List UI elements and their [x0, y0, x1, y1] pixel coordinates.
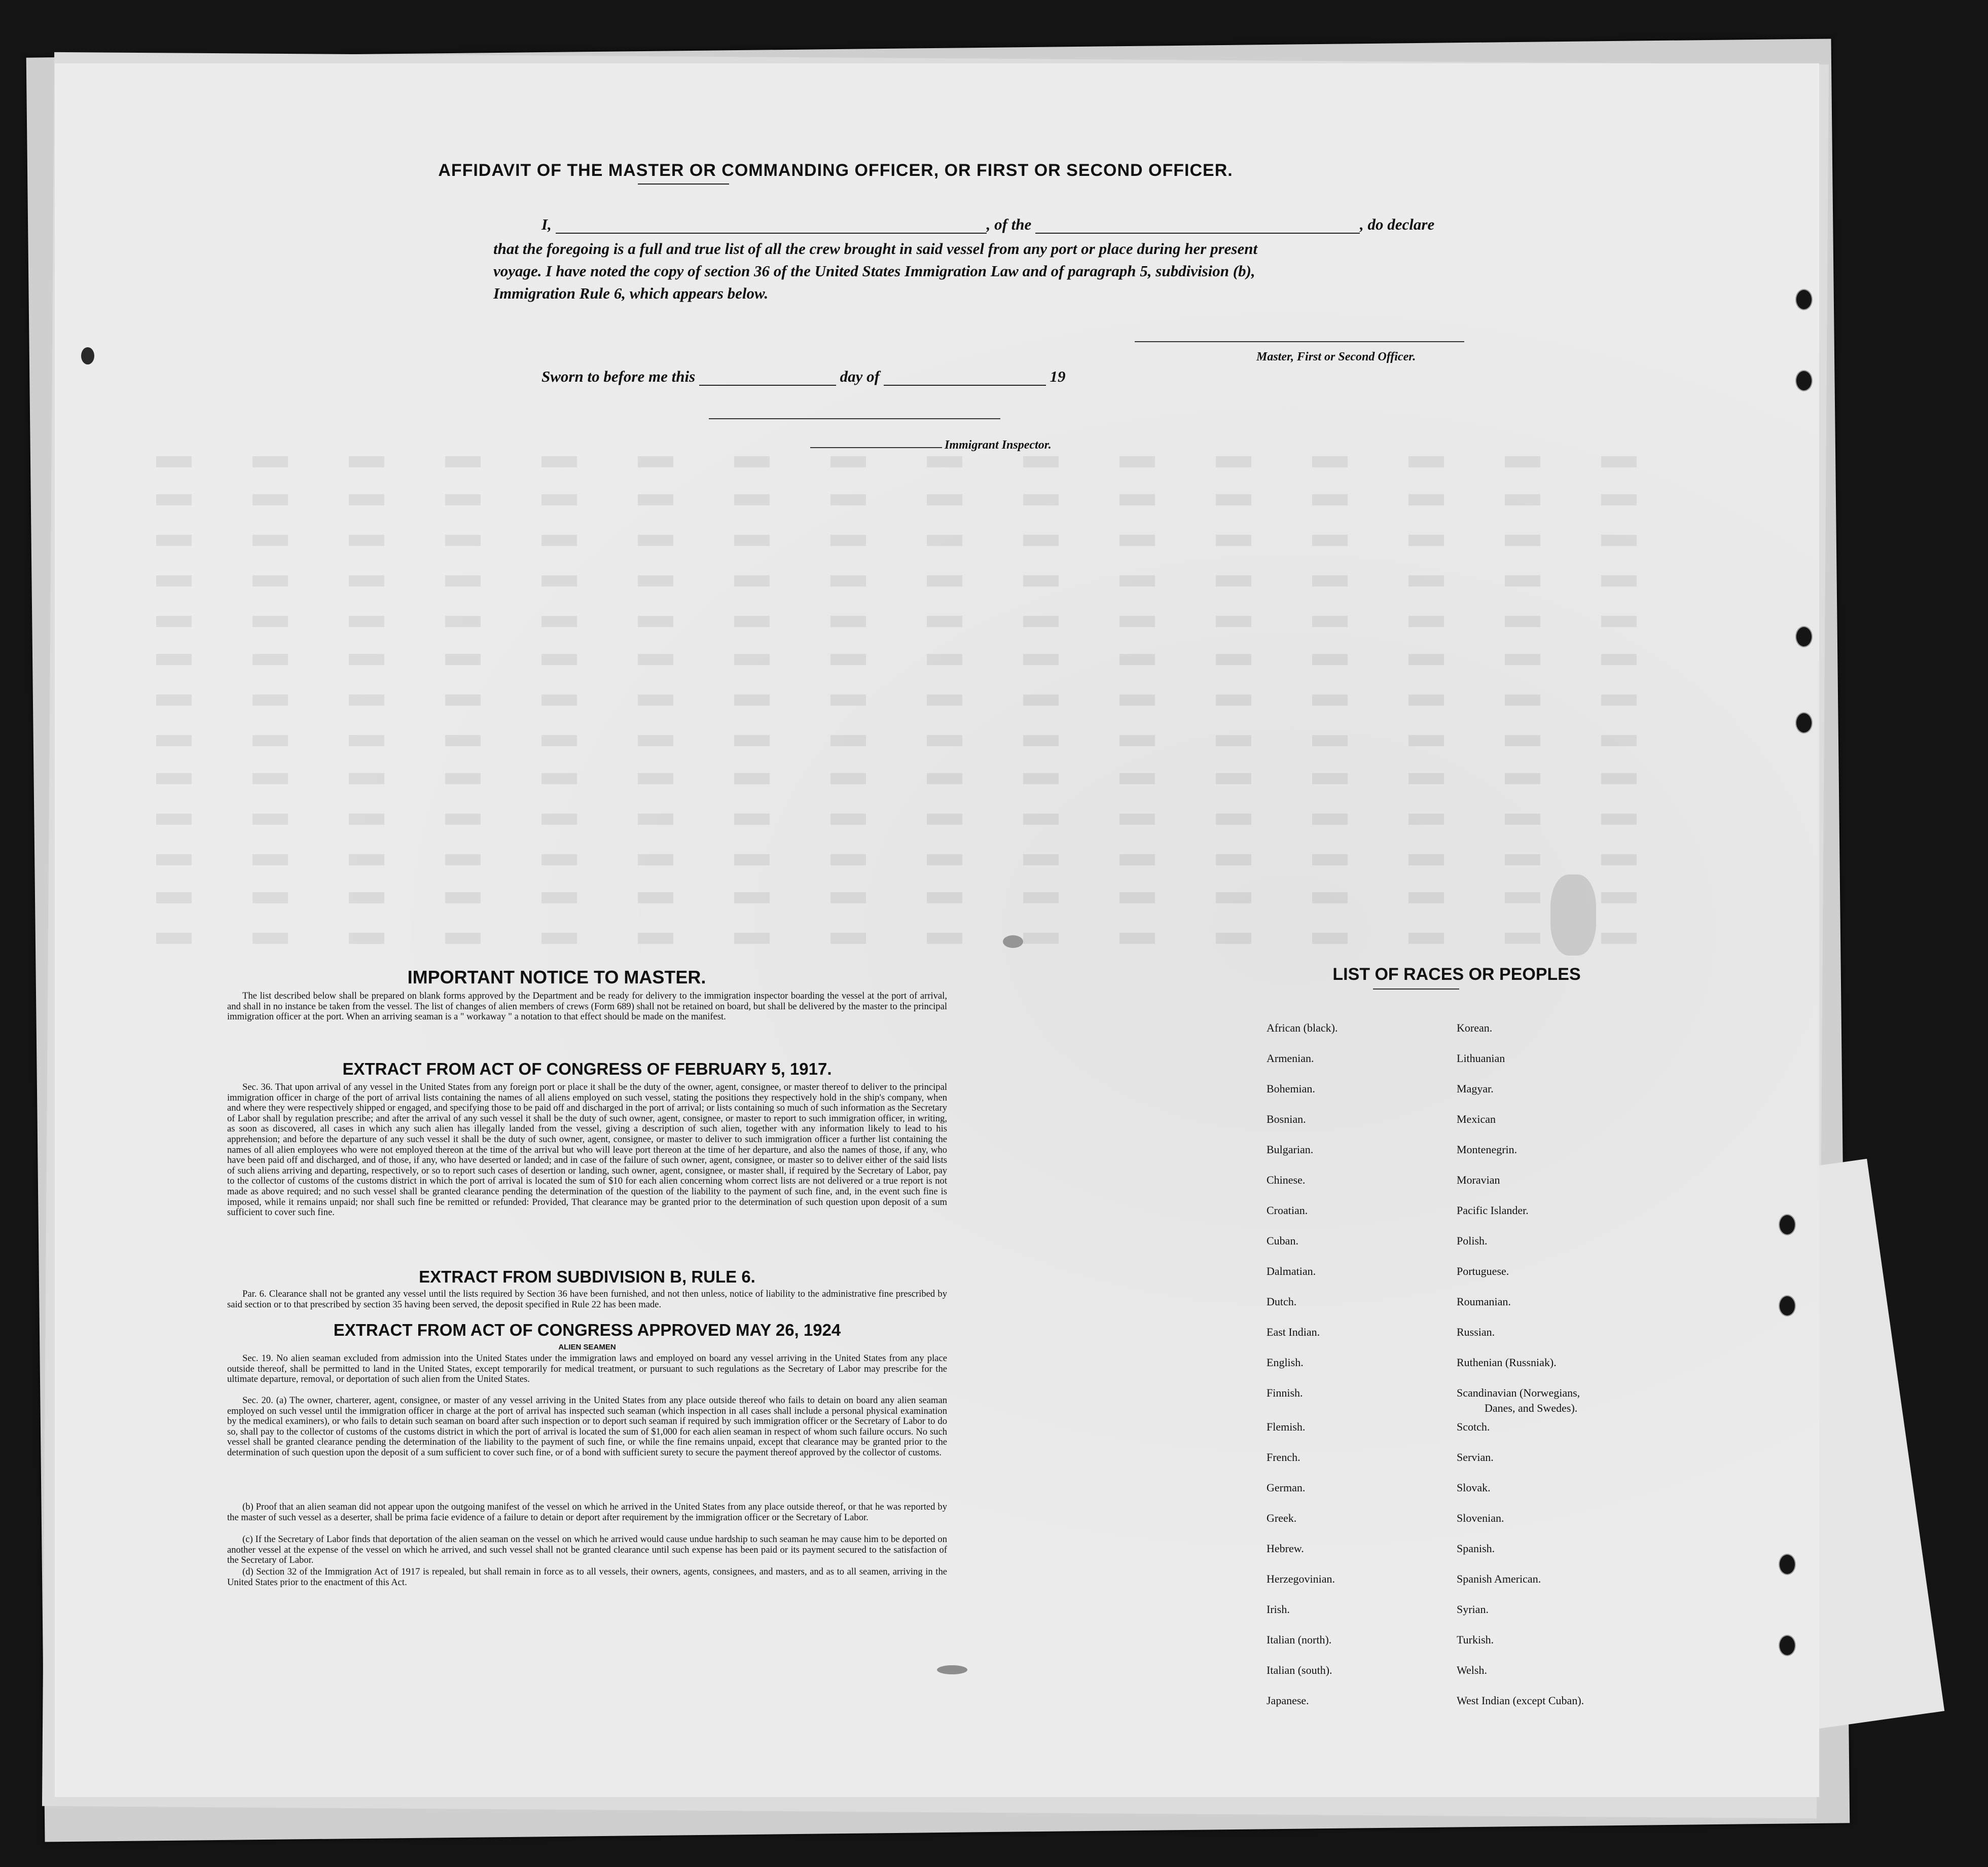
punch-hole — [1795, 626, 1813, 647]
punch-hole — [1795, 289, 1813, 310]
bleed-through-row — [156, 854, 1677, 865]
race-left: Hebrew. — [1267, 1542, 1304, 1555]
race-left: Italian (south). — [1267, 1664, 1332, 1676]
races-title: LIST OF RACES OR PEOPLES — [1332, 965, 1581, 984]
race-left: Cuban. — [1267, 1234, 1298, 1247]
sworn-line — [541, 368, 1066, 386]
master-signature-label: Master, First or Second Officer. — [1256, 350, 1416, 363]
declarant-name-field[interactable] — [556, 233, 987, 234]
race-left: Dutch. — [1267, 1295, 1297, 1308]
of-the-label: , of the — [986, 215, 1032, 233]
race-right: Scandinavian (Norwegians, — [1457, 1386, 1580, 1399]
race-right: Syrian. — [1457, 1603, 1489, 1616]
race-left: German. — [1267, 1481, 1306, 1494]
punch-hole — [1779, 1554, 1796, 1575]
vessel-name-field[interactable] — [1035, 233, 1360, 234]
sworn-year-label: 19 — [1050, 368, 1066, 385]
race-left: Dalmatian. — [1267, 1265, 1316, 1277]
punch-hole — [1779, 1635, 1796, 1656]
form-page — [55, 63, 1819, 1797]
race-left: Bosnian. — [1267, 1113, 1306, 1125]
race-left: Bulgarian. — [1267, 1143, 1314, 1156]
extract-1924-sec20a: Sec. 20. (a) The owner, charterer, agent, consignee, or master of any vessel arriving in the United States from any place outside thereof who fails to detain on board any alien seaman employed on such vessel until the immigration officer in charge at the port of arrival has inspected such seaman (which inspection in all cases shall include a personal physical examination by the medical examiners), or who fails to detain such seaman on board after such inspection or to deport such seaman if required by such immigration officer or the Secretary of Labor to do so, shall pay to the collector of customs of the customs district in which the port of arrival is located the sum of $1,000 for each alien seaman in respect of whom such failure occurs. No such vessel shall be granted clearance pending the determination of the liability to the payment of such fine, or while the fine remains unpaid, except that clearance may be granted prior to the determination of such question upon the deposit of a sum sufficient to cover such fine, or of a bond with sufficient surety to secure the payment thereof approved by the collector of customs. — [227, 1395, 947, 1458]
bleed-through-row — [156, 654, 1677, 665]
notice-title: IMPORTANT NOTICE TO MASTER. — [407, 967, 706, 987]
punch-hole — [1795, 712, 1813, 734]
punch-hole — [1779, 1295, 1796, 1316]
affidavit-title: AFFIDAVIT OF THE MASTER OR COMMANDING OFFICER, OR FIRST OR SECOND OFFICER. — [438, 161, 1233, 180]
declarant-prefix: I, — [541, 215, 552, 233]
bleed-through-row — [156, 892, 1677, 903]
race-right: Scotch. — [1457, 1420, 1490, 1433]
race-right: Spanish American. — [1457, 1572, 1541, 1585]
race-right-continuation: Danes, and Swedes). — [1485, 1402, 1578, 1414]
race-left: Irish. — [1267, 1603, 1290, 1616]
race-right: Pacific Islander. — [1457, 1204, 1529, 1217]
bleed-through-row — [156, 814, 1677, 825]
title-rule — [638, 184, 729, 185]
bleed-through-row — [156, 535, 1677, 546]
declaration-line-3: voyage. I have noted the copy of section 36 of the United States Immigration Law and of paragraph 5, subdivision (b), — [493, 262, 1255, 280]
race-right: Ruthenian (Russniak). — [1457, 1356, 1557, 1369]
extract-1917-body: Sec. 36. That upon arrival of any vessel in the United States from any foreign port or place it shall be the duty of the owner, agent, consignee, or master thereof to deliver to the principal immigration officer in charge of the port of arrival lists containing the names of all aliens employed on such vessel, stating the positions they respectively hold in the ship's company, when and where they were respectively shipped or engaged, and specifying those to be paid off and discharged in the port of arrival; or lists containing so much of such information as the Secretary of Labor shall by regulation prescribe; and after the arrival of any such vessel it shall be the duty of such owner, agent, consignee, or master to report to such immigration officer, in writing, as soon as discovered, all cases in which any such alien has illegally landed from the vessel, giving a description of such alien, together with any information likely to lead to his apprehension; and before the departure of any such vessel it shall be the duty of such owner, agent, consignee, or master to deliver to such immigration officer a further list containing the names of all alien employees who were not employed thereon at the time of the arrival but who will leave port thereon at the time of her departure, and also the names of those, if any, who have been paid off and discharged, and of those, if any, who have deserted or landed; and in case of the failure of such owner, agent, consignee, or master so to deliver either of the said lists of such aliens arriving and departing, respectively, or so to report such cases of desertion or landing, such owner, agent, consignee, or master shall, if required by the Secretary of Labor, pay to the collector of customs of the customs district in which the port of arrival is located the sum of $10 for each alien concerning whom correct lists are not delivered or a true report is not made as above required; and no such vessel shall be granted clearance pending the determination of the question of the liability to the payment of such fine, and, in the event such fine is imposed, while it remains unpaid; nor shall such fine be remitted or refunded: Provided, That clearance may be granted prior to the determination of such question upon deposit of a sum sufficient to cover such fine. — [227, 1082, 947, 1218]
extract-1924-sec20d: (d) Section 32 of the Immigration Act of 1917 is repealed, but shall remain in force as to all vessels, their owners, agents, consignees, and masters, and as to all seamen, arriving in the United States prior to the enactment of this Act. — [227, 1566, 947, 1588]
race-left: African (black). — [1267, 1021, 1338, 1034]
bleed-through-row — [156, 933, 1677, 944]
race-left: Croatian. — [1267, 1204, 1308, 1217]
race-right: Montenegrin. — [1457, 1143, 1517, 1156]
race-right: Polish. — [1457, 1234, 1488, 1247]
bleed-through-row — [156, 735, 1677, 746]
race-right: Turkish. — [1457, 1633, 1494, 1646]
race-right: Slovak. — [1457, 1481, 1491, 1494]
race-right: Magyar. — [1457, 1082, 1494, 1095]
sworn-day-label: day of — [840, 368, 880, 385]
race-left: French. — [1267, 1451, 1300, 1463]
punch-hole — [1795, 370, 1813, 391]
sworn-day-field[interactable] — [699, 385, 836, 386]
race-right: Spanish. — [1457, 1542, 1495, 1555]
ink-smudge — [1550, 874, 1596, 956]
notice-body: The list described below shall be prepared on blank forms approved by the Department and be ready for delivery to the immigration inspector boarding the vessel at the port of arrival, and shall in no instance be taken from the vessel. The list of changes of alien members of crews (Form 689) shall not be retained on board, but shall be delivered by the master to the principal immigration officer at the port. When an arriving seaman is a " workaway " a notation to that effect should be made on the manifest. — [227, 991, 947, 1022]
race-left: Flemish. — [1267, 1420, 1306, 1433]
inspector-signature-line-2[interactable] — [810, 447, 942, 448]
punch-hole — [1779, 1214, 1796, 1235]
race-left: Bohemian. — [1267, 1082, 1315, 1095]
declaration-line-1 — [541, 215, 1434, 234]
race-right: Russian. — [1457, 1326, 1495, 1338]
race-right: West Indian (except Cuban). — [1457, 1694, 1584, 1707]
bleed-through-row — [156, 694, 1677, 706]
bleed-through-row — [156, 456, 1677, 467]
race-left: East Indian. — [1267, 1326, 1320, 1338]
race-right: Korean. — [1457, 1021, 1493, 1034]
race-right: Portuguese. — [1457, 1265, 1509, 1277]
race-right: Welsh. — [1457, 1664, 1487, 1676]
sworn-prefix: Sworn to before me this — [541, 368, 696, 385]
race-right: Mexican — [1457, 1113, 1496, 1125]
race-left: Armenian. — [1267, 1052, 1314, 1065]
ink-smudge — [937, 1665, 967, 1674]
bleed-through-row — [156, 575, 1677, 587]
race-right: Moravian — [1457, 1174, 1500, 1186]
extract-1924-sec19: Sec. 19. No alien seaman excluded from admission into the United States under the immigration laws and employed on board any vessel arriving in the United States from any place outside thereof, shall be permitted to land in the United States, except temporarily for medical treatment, or pursuant to such regulations as the Secretary of Labor may prescribe for the ultimate departure, removal, or deportation of such alien from the United States. — [227, 1353, 947, 1385]
bleed-through-row — [156, 773, 1677, 784]
extract-1924-subtitle: ALIEN SEAMEN — [558, 1343, 616, 1351]
inspector-signature-line[interactable] — [709, 418, 1000, 419]
inspector-signature-label: Immigrant Inspector. — [945, 438, 1052, 452]
ink-smudge — [1003, 935, 1023, 948]
race-left: English. — [1267, 1356, 1304, 1369]
race-right: Roumanian. — [1457, 1295, 1511, 1308]
race-left: Chinese. — [1267, 1174, 1306, 1186]
declaration-line-2: that the foregoing is a full and true list of all the crew brought in said vessel from any port or place during her present — [493, 240, 1258, 258]
extract-rule6-title: EXTRACT FROM SUBDIVISION B, RULE 6. — [419, 1267, 755, 1286]
race-right: Lithuanian — [1457, 1052, 1505, 1065]
extract-1924-title: EXTRACT FROM ACT OF CONGRESS APPROVED MAY 26, 1924 — [333, 1321, 841, 1339]
binding-hole — [81, 347, 94, 364]
bleed-through-row — [156, 494, 1677, 505]
extract-rule6-body: Par. 6. Clearance shall not be granted any vessel until the lists required by Section 36 have been furnished, and not then unless, notice of liability to the administrative fine prescribed by said section or to that prescribed by section 35 having been served, the deposit specified in Rule 22 has been made. — [227, 1289, 947, 1310]
master-signature-line[interactable] — [1135, 341, 1464, 342]
race-right: Servian. — [1457, 1451, 1494, 1463]
extract-1917-title: EXTRACT FROM ACT OF CONGRESS OF FEBRUARY 5, 1917. — [342, 1059, 832, 1078]
race-right: Slovenian. — [1457, 1512, 1504, 1524]
extract-1924-sec20c: (c) If the Secretary of Labor finds that deportation of the alien seaman on the vessel on which he arrived would cause undue hardship to such seaman he may cause him to be deported on another vessel at the expense of the vessel on which he arrived, and such vessel shall not be granted clearance until such expense has been paid or its payment secured to the satisfaction of the Secretary of Labor. — [227, 1534, 947, 1566]
bleed-through-row — [156, 616, 1677, 627]
races-title-rule — [1373, 989, 1459, 990]
race-left: Japanese. — [1267, 1694, 1309, 1707]
race-left: Italian (north). — [1267, 1633, 1332, 1646]
race-left: Finnish. — [1267, 1386, 1303, 1399]
declaration-line-4: Immigration Rule 6, which appears below. — [493, 284, 769, 302]
extract-1924-sec20b: (b) Proof that an alien seaman did not appear upon the outgoing manifest of the vessel on which he arrived in the United States from any place outside thereof, or that he was reported by the master of such vessel as a deserter, shall be prima facie evidence of a failure to detain or deport after requirement by the immigration officer or the Secretary of Labor. — [227, 1502, 947, 1523]
race-left: Greek. — [1267, 1512, 1297, 1524]
do-declare-label: , do declare — [1360, 215, 1435, 233]
sworn-month-field[interactable] — [884, 385, 1046, 386]
race-left: Herzegovinian. — [1267, 1572, 1335, 1585]
